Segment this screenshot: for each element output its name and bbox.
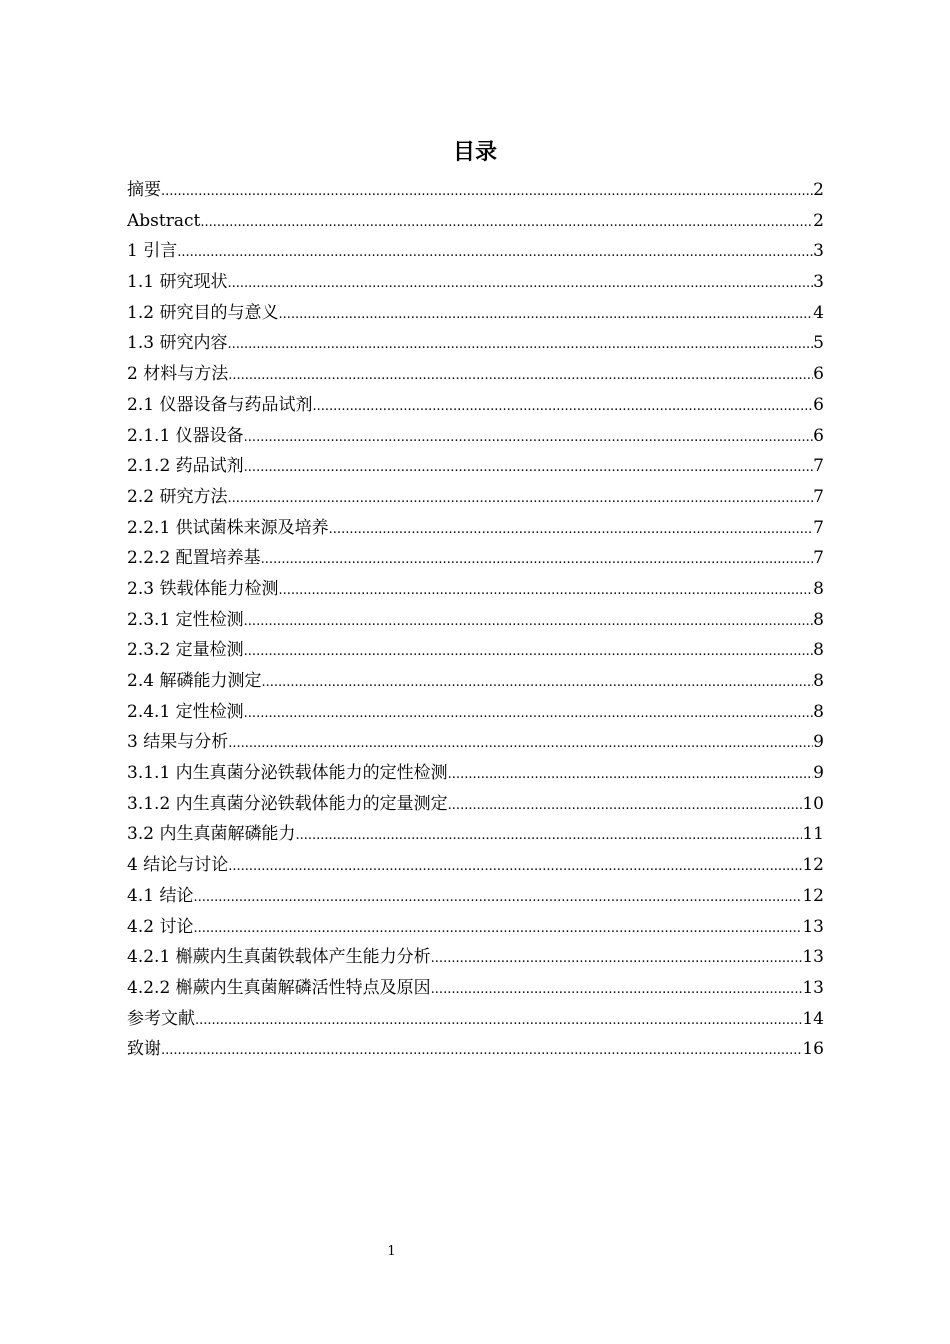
toc-entry[interactable] — [127, 881, 824, 912]
toc-entry-page-number: 11 — [802, 824, 824, 845]
toc-entry[interactable] — [127, 789, 824, 820]
toc-entry[interactable] — [127, 421, 824, 452]
toc-entry-label: 1.2 研究目的与意义 — [127, 302, 279, 323]
toc-entry-page-number: 2 — [813, 210, 824, 231]
toc-entry-label: 致谢 — [127, 1039, 161, 1060]
toc-dot-leader — [278, 300, 813, 331]
toc-entry[interactable] — [127, 482, 824, 513]
toc-dot-leader — [244, 699, 814, 730]
toc-entry-page-number: 8 — [813, 640, 824, 661]
toc-entry-label: 参考文献 — [127, 1008, 195, 1029]
toc-entry-page-number: 8 — [813, 701, 824, 722]
toc-entry-label: 3.2 内生真菌解磷能力 — [127, 824, 296, 845]
toc-entry-label: Abstract — [127, 210, 201, 231]
toc-entry-page-number: 7 — [813, 486, 824, 507]
toc-dot-leader — [448, 791, 803, 822]
toc-entry[interactable] — [127, 912, 824, 943]
toc-dot-leader — [244, 423, 814, 454]
toc-entry-label: 4.2.2 槲蕨内生真菌解磷活性特点及原因 — [127, 977, 431, 998]
toc-dot-leader — [244, 453, 814, 484]
toc-entry-page-number: 10 — [802, 793, 824, 814]
toc-dot-leader — [193, 914, 802, 945]
toc-entry-label: 1.3 研究内容 — [127, 333, 228, 354]
toc-entry[interactable] — [127, 1004, 824, 1035]
toc-entry[interactable] — [127, 727, 824, 758]
toc-dot-leader — [431, 975, 803, 1006]
toc-entry[interactable] — [127, 236, 824, 267]
toc-dot-leader — [278, 576, 813, 607]
toc-entry-page-number: 13 — [802, 977, 824, 998]
toc-dot-leader — [448, 760, 814, 791]
toc-dot-leader — [244, 637, 814, 668]
toc-dot-leader — [200, 208, 813, 239]
toc-entry-page-number: 12 — [802, 855, 824, 876]
toc-entry-label: 2.2 研究方法 — [127, 486, 228, 507]
toc-entry-page-number: 6 — [813, 364, 824, 385]
toc-dot-leader — [227, 330, 813, 361]
toc-entry-page-number: 2 — [813, 180, 824, 200]
toc-entry-label: 2.1.1 仪器设备 — [127, 425, 244, 446]
toc-entry[interactable] — [127, 390, 824, 421]
toc-entry[interactable] — [127, 451, 824, 482]
toc-entry[interactable] — [127, 298, 824, 329]
toc-entry-label: 4.2.1 槲蕨内生真菌铁载体产生能力分析 — [127, 947, 431, 968]
toc-entry-page-number: 13 — [802, 947, 824, 968]
toc-dot-leader — [329, 515, 814, 546]
toc-entry[interactable] — [127, 513, 824, 544]
toc-dot-leader — [244, 607, 814, 638]
toc-dot-leader — [228, 361, 813, 392]
page-number: 1 — [387, 1244, 396, 1259]
table-of-contents — [127, 175, 824, 1065]
toc-entry[interactable] — [127, 206, 824, 237]
toc-entry-label: 2.3.2 定量检测 — [127, 640, 244, 661]
toc-entry-label: 2.4.1 定性检测 — [127, 701, 244, 722]
toc-entry-label: 2.1 仪器设备与药品试剂 — [127, 394, 313, 415]
toc-dot-leader — [312, 392, 813, 423]
toc-entry-page-number: 8 — [813, 609, 824, 630]
toc-entry[interactable] — [127, 942, 824, 973]
toc-entry-label: 1.1 研究现状 — [127, 272, 228, 293]
toc-entry[interactable] — [127, 697, 824, 728]
toc-entry-label: 1 引言 — [127, 241, 178, 262]
toc-entry[interactable] — [127, 635, 824, 666]
toc-dot-leader — [161, 1036, 802, 1067]
toc-dot-leader — [228, 729, 813, 760]
toc-dot-leader — [228, 852, 802, 883]
toc-dot-leader — [161, 177, 813, 208]
toc-entry-page-number: 14 — [802, 1008, 824, 1029]
toc-entry[interactable] — [127, 359, 824, 390]
toc-dot-leader — [195, 1006, 802, 1037]
toc-entry-label: 4 结论与讨论 — [127, 855, 229, 876]
toc-entry-page-number: 5 — [813, 333, 824, 354]
toc-entry-page-number: 13 — [802, 916, 824, 937]
toc-entry-page-number: 12 — [802, 885, 824, 906]
toc-entry[interactable] — [127, 574, 824, 605]
toc-entry-label: 摘要 — [127, 180, 161, 200]
toc-entry-page-number: 7 — [813, 548, 824, 569]
toc-dot-leader — [227, 484, 813, 515]
toc-entry[interactable] — [127, 666, 824, 697]
toc-entry-page-number: 7 — [813, 456, 824, 477]
toc-entry-label: 2 材料与方法 — [127, 364, 229, 385]
toc-entry-page-number: 9 — [813, 763, 824, 784]
toc-entry[interactable] — [127, 267, 824, 298]
toc-entry-label: 3 结果与分析 — [127, 732, 229, 753]
toc-dot-leader — [227, 269, 813, 300]
toc-entry-label: 2.4 解磷能力测定 — [127, 671, 262, 691]
toc-entry[interactable] — [127, 1034, 824, 1065]
toc-dot-leader — [261, 545, 814, 576]
toc-dot-leader — [261, 668, 813, 699]
toc-entry-label: 2.1.2 药品试剂 — [127, 456, 244, 477]
toc-entry-label: 3.1.2 内生真菌分泌铁载体能力的定量测定 — [127, 793, 448, 814]
toc-entry-label: 4.1 结论 — [127, 885, 194, 906]
toc-entry[interactable] — [127, 850, 824, 881]
toc-entry-page-number: 3 — [813, 272, 824, 293]
toc-entry-label: 2.3 铁载体能力检测 — [127, 578, 279, 599]
toc-entry-label: 2.3.1 定性检测 — [127, 609, 244, 630]
toc-entry[interactable] — [127, 328, 824, 359]
toc-entry[interactable] — [127, 758, 824, 789]
toc-entry[interactable] — [127, 973, 824, 1004]
toc-dot-leader — [295, 821, 802, 852]
toc-entry[interactable] — [127, 175, 824, 206]
toc-entry-page-number: 8 — [813, 578, 824, 599]
toc-entry-label: 2.2.1 供试菌株来源及培养 — [127, 517, 329, 538]
toc-entry-label: 2.2.2 配置培养基 — [127, 548, 261, 569]
toc-entry-page-number: 6 — [813, 394, 824, 415]
toc-entry[interactable] — [127, 605, 824, 636]
toc-dot-leader — [431, 944, 803, 975]
toc-dot-leader — [193, 883, 802, 914]
toc-dot-leader — [177, 238, 813, 269]
toc-entry-page-number: 4 — [813, 302, 824, 323]
toc-title: 目录 — [452, 140, 497, 165]
toc-entry-page-number: 9 — [813, 732, 824, 753]
toc-entry-page-number: 7 — [813, 517, 824, 538]
toc-entry[interactable] — [127, 819, 824, 850]
toc-entry-page-number: 16 — [802, 1039, 824, 1060]
toc-entry[interactable] — [127, 543, 824, 574]
toc-entry-label: 4.2 讨论 — [127, 916, 194, 937]
toc-entry-page-number: 6 — [813, 425, 824, 446]
toc-entry-label: 3.1.1 内生真菌分泌铁载体能力的定性检测 — [127, 763, 448, 784]
toc-entry-page-number: 8 — [813, 671, 824, 691]
toc-entry-page-number: 3 — [813, 241, 824, 262]
